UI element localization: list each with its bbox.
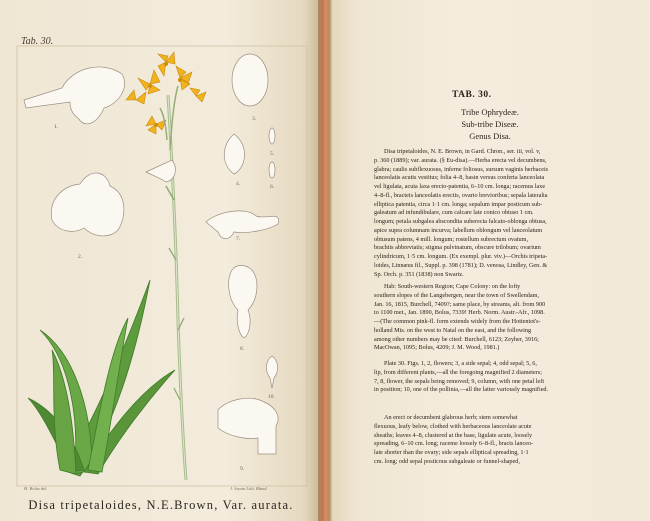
english-line: cm. long; odd sepal posticous subgaleate or funnel-shaped, — [374, 457, 520, 465]
plate-figures-paragraph — [374, 360, 616, 395]
figure-number: 7. — [236, 236, 241, 242]
genus-line: Genus Disa. — [469, 131, 511, 141]
description-line: galeatum ad infundibulare, cum calcare late conico obtuso 1 cm. — [374, 209, 534, 217]
plate-line: Plate 30. Figs. 1, 2, flowers; 3, a side sepal; 4, odd sepal; 5, 6, — [384, 360, 537, 367]
artist-credit-left: H. Bolus del. — [24, 486, 48, 491]
habitat-line: Jan. 16, 1815, Burchell, 7409?; same place, by streams, alt. from 900 — [374, 300, 546, 308]
green-leaves-cluster — [28, 280, 175, 476]
habitat-line: —(The common pink-fl. form extends widely from the Hottentot's- — [374, 318, 541, 325]
description-line: Sp. Orch. p. 351 (1838) non Swartz. — [374, 270, 464, 278]
english-line: late shorter than the ovary; side sepals elliptical spreading, 1·1 — [374, 449, 529, 456]
plate-line: in position; 10, one of the pollinia,—all the latter variously magnified. — [374, 386, 549, 394]
plate-caption: Disa tripetaloides, N.E.Brown, Var. aurata. — [28, 498, 294, 512]
lithographer-credit: J. Swain Lith. Bland — [230, 486, 267, 491]
english-line: An erect or decumbent glabrous herb; stem somewhat — [384, 414, 518, 421]
figure-number: 5. — [270, 151, 275, 157]
botanical-plate-illustration — [0, 0, 322, 521]
figure-number: 3. — [252, 116, 257, 122]
figure-number: 1. — [54, 124, 59, 130]
habitat-line: Hab: South-western Region; Cape Colony: on the lofty — [384, 283, 521, 290]
english-line: spreading, 6–10 cm. long; raceme loosely 6–8-fl., bracts lanceo- — [374, 440, 534, 448]
description-line: brachiis abbreviatis; stigma pulvinatum, obscure trilobum; ovarium — [374, 244, 541, 252]
english-description — [374, 414, 616, 467]
description-line: lanceolatis acutis vestitus; folia 4–8, basin versus conferta lanceolata — [374, 174, 545, 182]
english-line: sheaths; leaves 4–8, clustered at the base, ligulate acute, loosely — [374, 431, 533, 439]
figure-number: 8. — [240, 346, 245, 352]
figure-number: 6. — [270, 184, 275, 190]
tab-label: Tab. 30. — [21, 36, 54, 47]
description-line: loides, Linnæus fil., Suppl. p. 398 (1781); D. venosa, Lindley, Gen. & — [374, 261, 548, 269]
habitat-line: MacOwan, 1095; Bolus, 4209; J. M. Wood, 1981.) — [374, 344, 500, 352]
habitat-line: to 1100 met., Jan. 1890, Bolus, 7339! Herb. Norm. Austr.-Afr., 1098. — [374, 309, 545, 317]
figure-number: 2. — [78, 254, 83, 260]
habitat-line: among other numbers may be cited: Burchell, 6123; Zeyher, 3916; — [374, 335, 539, 343]
latin-description — [374, 148, 616, 279]
description-line: 4–8-fl., bracteis lanceolatis erectis, ovario brevioribus; sepala lateralia — [374, 191, 548, 199]
habitat-paragraph — [374, 283, 616, 353]
description-line: longum; petala subgalea abscondita suberecta falcato-oblonga obtusa, — [374, 218, 547, 225]
description-line: obtusum patens, 4 mill. longum; rostellum subrectum ovatum, — [374, 235, 528, 243]
habitat-line: holland Mts. on the west to Natal on the east, and the following — [374, 326, 532, 334]
description-line: apice supra columnam incurva; labellum oblongum vel lanceolatum — [374, 226, 543, 234]
description-line: glabra; caulis subflexuosus, inferne foliosus, sursum vaginis herbaceis — [374, 165, 549, 173]
habitat-line: southern slopes of the Langebergen, near the town of Swellendam, — [374, 291, 540, 299]
plate-line: lip, from different plants,—all the foregoing magnified 2 diameters; — [374, 368, 542, 376]
figure-number: 4. — [236, 181, 241, 187]
description-line: elliptica patentia, circa 1·1 cm. longa; sepalum impar posticum sub- — [374, 200, 543, 208]
description-line: cylindricum, 1·5 cm. longum. (Ex exempl. plur. viv.)—Orchis tripeta- — [374, 253, 548, 260]
yellow-flower-cluster — [126, 52, 206, 150]
figure-number: 10. — [268, 394, 275, 400]
english-line: flexuous, leafy below, clothed with herbaceous lanceolate acute — [374, 422, 532, 430]
description-line: p. 360 (1889); var. aurata. (§ Eu-disa).—Herba erecta vel decumbens, — [374, 156, 547, 164]
description-line: vel ligulata, acuta laxa erecto-patentia, 6–10 cm. longa; racemus laxe — [374, 183, 546, 190]
plate-heading: TAB. 30. — [452, 90, 492, 100]
subtribe-line: Sub-tribe Diseæ. — [461, 119, 519, 129]
figure-number: 9. — [240, 466, 245, 472]
plate-line: 7, 8, flower, the sepals being removed; 9, column, with one petal left — [374, 377, 545, 385]
tribe-line: Tribe Ophrydeæ. — [461, 107, 519, 117]
description-line: Disa tripetaloides, N. E. Brown, in Gard. Chron., ser. iii, vol. v, — [384, 148, 541, 155]
